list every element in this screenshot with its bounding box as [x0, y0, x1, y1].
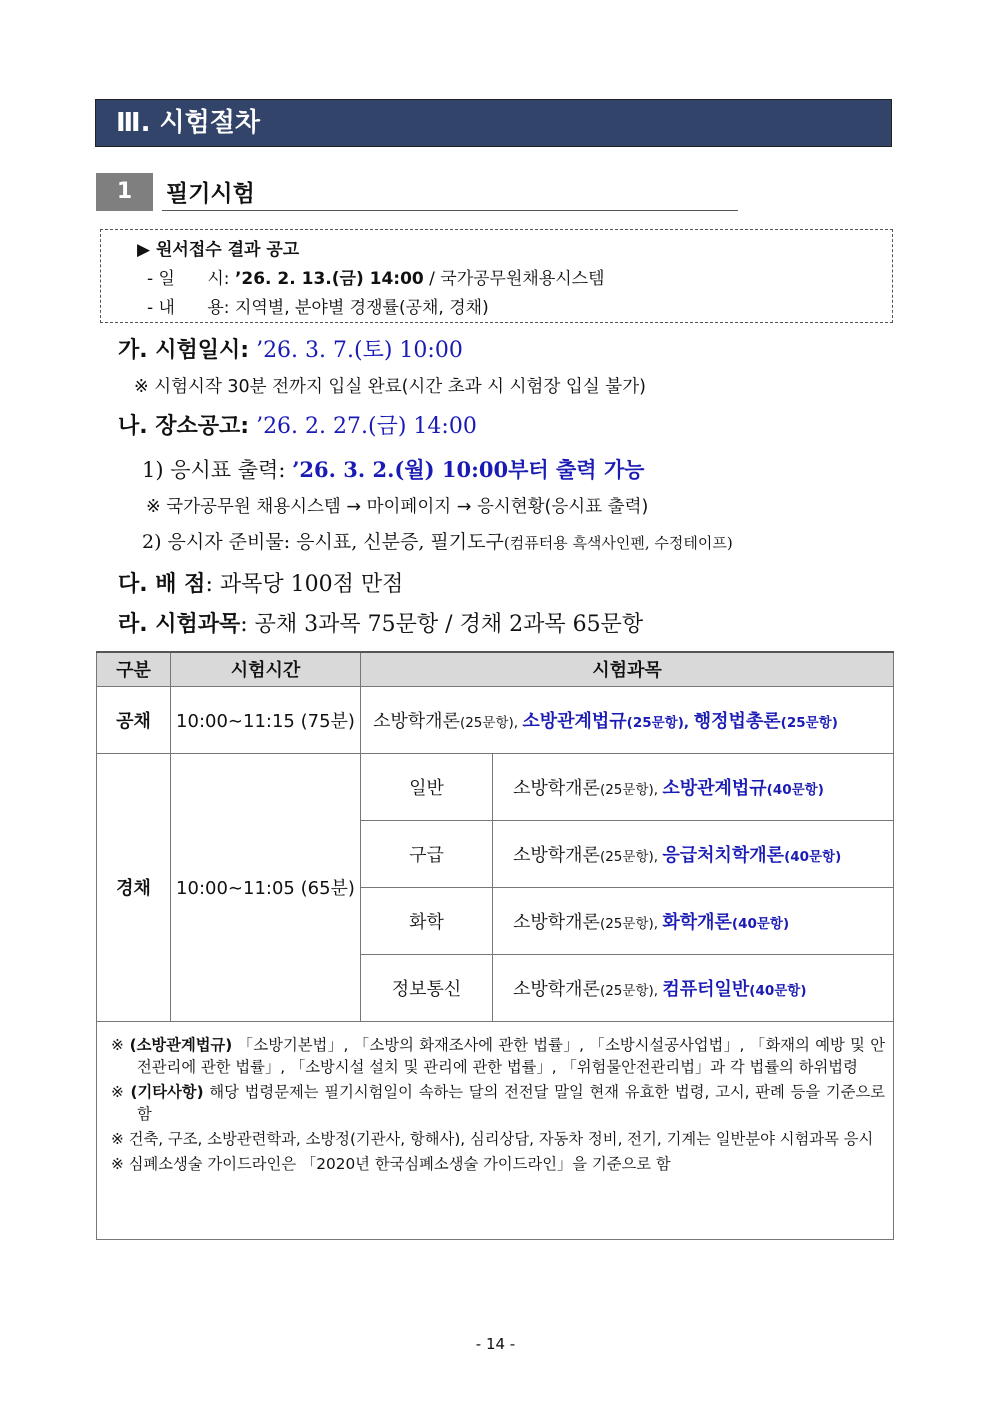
header-type: 구분	[97, 652, 171, 686]
table-row	[97, 686, 894, 753]
section-title: Ⅲ. 시험절차	[95, 99, 892, 147]
field-name: 구급	[361, 820, 493, 887]
gongchae-time: 10:00∼11:15 (75분)	[171, 686, 361, 753]
notice-content-row: - 내 용: 지역별, 분야별 경쟁률(공채, 경채)	[147, 298, 489, 318]
field-name: 일반	[361, 753, 493, 820]
triangle-bullet-icon: ▶	[137, 240, 156, 260]
exam-subjects-table	[96, 651, 894, 1240]
table-row	[97, 753, 894, 820]
subsection-title: 필기시험	[166, 181, 255, 207]
field-subjects: 소방학개론(25문항), 소방관계법규(40문항)	[493, 753, 894, 820]
gongchae-subjects: 소방학개론(25문항), 소방관계법규(25문항), 행정법총론(25문항)	[361, 686, 894, 753]
header-subjects: 시험과목	[361, 652, 894, 686]
note-item: ※ 심폐소생술 가이드라인은 「2020년 한국심폐소생술 가이드라인」을 기준으로 함	[111, 1154, 671, 1173]
subjects-line: 라. 시험과목: 공채 3과목 75문항 / 경채 2과목 65문항	[118, 612, 644, 637]
gyeongchae-time: 10:00∼11:05 (65분)	[171, 753, 361, 1021]
gyeongchae-type: 경채	[97, 753, 171, 1021]
field-name: 정보통신	[361, 954, 493, 1021]
ticket-print-line: 1) 응시표 출력: ’26. 3. 2.(월) 10:00부터 출력 가능	[142, 457, 645, 482]
note-item: ※ 건축, 구조, 소방관련학과, 소방정(기관사, 항해사), 심리상담, 자동차 정비, 전기, 기계는 일반분야 시험과목 응시	[111, 1129, 874, 1148]
field-name: 화학	[361, 887, 493, 954]
note-item: ※ (소방관계법규) 「소방기본법」, 「소방의 화재조사에 관한 법률」, 「소방시설공사업법」, 「화재의 예방 및 안전관리에 관한 법률」, 「소방시설 설치 및 관리에 관한 법률」, 「위험물안전관리법」과 각 법률의 하위법령	[111, 1035, 885, 1076]
notice-box	[100, 229, 893, 323]
preparation-line: 2) 응시자 준비물: 응시표, 신분증, 필기도구(컴퓨터용 흑색사인펜, 수정테이프)	[142, 531, 733, 553]
field-subjects: 소방학개론(25문항), 컴퓨터일반(40문항)	[493, 954, 894, 1021]
score-line: 다. 배 점: 과목당 100점 만점	[118, 572, 404, 597]
subsection-heading	[96, 173, 738, 213]
notes-cell	[97, 1021, 894, 1240]
header-time: 시험시간	[171, 652, 361, 686]
exam-date-line: 가. 시험일시: ’26. 3. 7.(토) 10:00	[118, 338, 463, 363]
subsection-underline	[162, 210, 738, 211]
venue-notice-line: 나. 장소공고: ’26. 2. 27.(금) 14:00	[118, 414, 477, 439]
notes-row	[97, 1021, 894, 1240]
notice-date-row: - 일 시: ’26. 2. 13.(금) 14:00 / 국가공무원채용시스템	[147, 269, 605, 289]
exam-date-note: ※ 시험시작 30분 전까지 입실 완료(시간 초과 시 시험장 입실 불가)	[134, 377, 646, 397]
field-subjects: 소방학개론(25문항), 응급처치학개론(40문항)	[493, 820, 894, 887]
gongchae-type: 공채	[97, 686, 171, 753]
page-number: - 14 -	[475, 1335, 516, 1353]
ticket-print-note: ※ 국가공무원 채용시스템 → 마이페이지 → 응시현황(응시표 출력)	[146, 497, 649, 517]
subsection-number: 1	[96, 173, 153, 211]
notice-heading: ▶ 원서접수 결과 공고	[137, 240, 300, 260]
note-item: ※ (기타사항) 해당 법령문제는 필기시험일이 속하는 달의 전전달 말일 현재 유효한 법령, 고시, 판례 등을 기준으로 함	[111, 1082, 886, 1123]
table-header-row	[97, 652, 894, 686]
field-subjects: 소방학개론(25문항), 화학개론(40문항)	[493, 887, 894, 954]
